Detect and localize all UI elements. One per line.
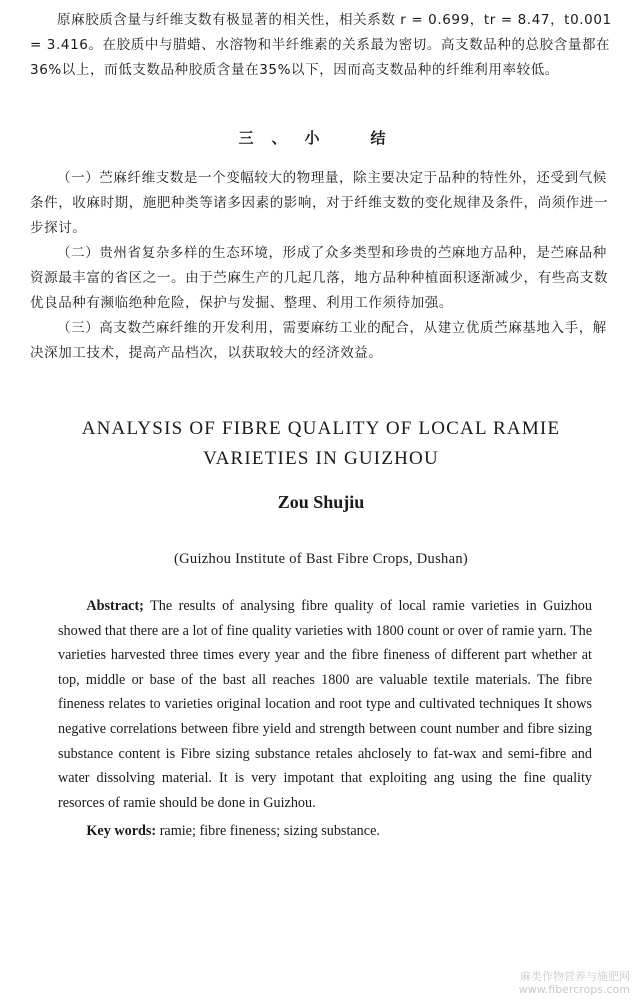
keywords-paragraph [58, 819, 592, 843]
author-affiliation: (Guizhou Institute of Bast Fibre Crops, Dushan) [174, 551, 468, 567]
summary-item-3: （三）高支数苎麻纤维的开发利用，需要麻纺工业的配合，从建立优质苎麻基地入手，解决深加工技术，提高产品档次，以获取较大的经济效益。 [30, 320, 607, 361]
abstract-text: The results of analysing fibre quality of local ramie varieties in Guizhou showed that there are a lot of fine quality varieties with 1800 count or over of ramie yarn. The varieties harvested three times every year and the fibre fineness of different part whether at top, middle or base of the bast all reaches 1800 are valuable textile materials. The fibre fineness relates to varieties original location and root type and cultivated techniques It shows negative correlations between fibre yield and strength between count number and fibre sizing substance content is Fibre sizing substance retales ahclosely to fat-wax and semi-fibre and water dissolving material. It is very impotant that exploiting ang using the fine quality resorces of ramie should be done in Guizhou. [58, 598, 592, 811]
section-heading-summary: 三、小 结 [238, 129, 404, 147]
author-name: Zou Shujiu [277, 492, 365, 512]
site-watermark [519, 970, 630, 996]
summary-item-2: （二）贵州省复杂多样的生态环境，形成了众多类型和珍贵的苎麻地方品种，是苎麻品种资源最丰富的省区之一。由于苎麻生产的几起几落，地方品种种植面积逐渐减少，有些高支数优良品种有濒临绝种危险，保护与发掘、整理、利用工作须待加强。 [30, 245, 609, 311]
watermark-line-2: www.fibercrops.com [518, 983, 630, 996]
abstract-label: Abstract; [86, 598, 144, 614]
keywords-text: ramie; fibre fineness; sizing substance. [156, 823, 380, 840]
keywords-label: Key words: [86, 823, 157, 840]
watermark-line-1: 麻类作物营养与施肥网 [520, 970, 630, 983]
summary-item-1: （一）苎麻纤维支数是一个变幅较大的物理量，除主要决定于品种的特性外，还受到气候条件，收麻时期，施肥种类等诸多因素的影响，对于纤维支数的变化规律及条件，尚须作进一步探讨。 [30, 170, 609, 236]
results-paragraph: 原麻胶质含量与纤维支数有极显著的相关性，相关系数 r = 0.699，tr = 8.47，t0.001 = 3.416。在胶质中与腊蜡、水溶物和半纤维素的关系最为密切。高支数品种的总胶含量都在36%以上，而低支数品种胶质含量在35%以下，因而高支数品种的纤维利用率较低。 [30, 12, 612, 78]
english-title: ANALYSIS OF FIBRE QUALITY OF LOCAL RAMIE VARIETIES IN GUIZHOU [81, 418, 561, 469]
abstract-paragraph [58, 594, 592, 815]
